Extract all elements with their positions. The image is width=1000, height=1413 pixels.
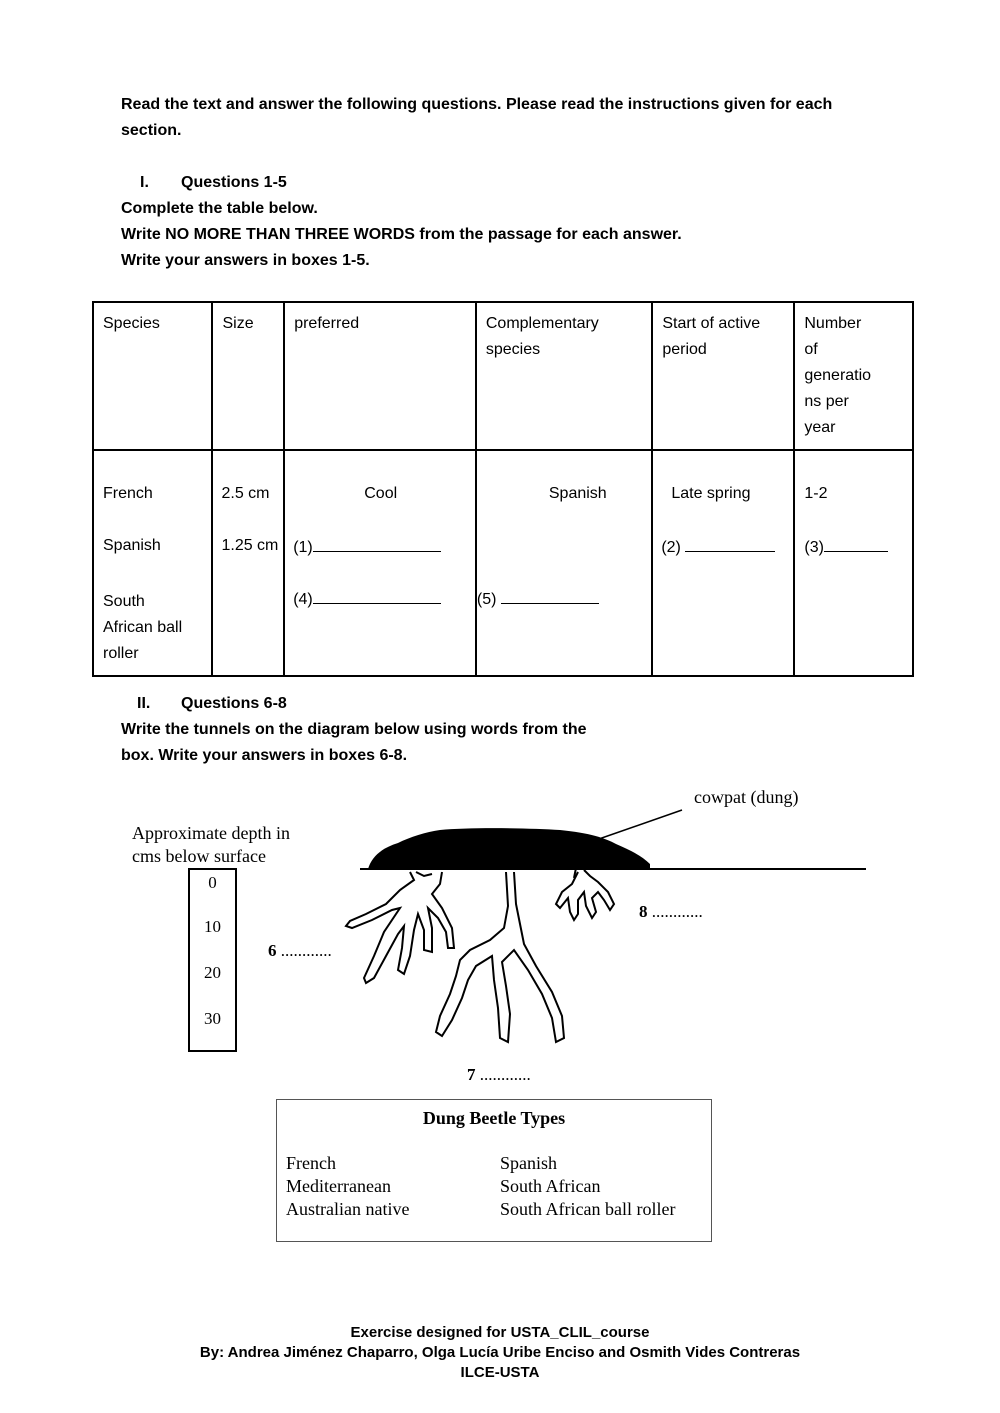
answer-7-label[interactable]: 7 ............ <box>467 1065 531 1084</box>
answer-4[interactable]: (4) <box>293 589 441 609</box>
section2-title: Questions 6-8 <box>181 695 287 712</box>
answer-6-label[interactable]: 6 ............ <box>268 941 332 960</box>
answer-3[interactable]: (3) <box>804 537 888 557</box>
beetle-box-title: Dung Beetle Types <box>422 1108 566 1128</box>
depth-tick-20: 20 <box>204 963 221 982</box>
cowpat-label: cowpat (dung) <box>694 787 799 807</box>
section1-title: Questions 1-5 <box>181 174 287 191</box>
cell-species-south-african: South African ball roller <box>103 593 183 662</box>
table-body-row <box>93 450 913 676</box>
cell-start-french: Late spring <box>671 485 751 502</box>
header-preferred: preferred <box>294 315 360 332</box>
dung-beetle-types-box <box>276 1099 712 1242</box>
section2-line-2: box. Write your answers in boxes 6-8. <box>121 747 408 764</box>
answer-1[interactable]: (1) <box>293 537 441 557</box>
cell-size-spanish: 1.25 cm <box>221 537 279 554</box>
depth-tick-10: 10 <box>204 917 221 936</box>
list-item: Australian native <box>286 1199 410 1219</box>
answer-8-label[interactable]: 8 ............ <box>639 902 703 921</box>
depth-tick-30: 30 <box>204 1009 221 1028</box>
list-item: South African ball roller <box>500 1199 676 1219</box>
cell-species-spanish: Spanish <box>103 537 161 554</box>
cowpat-pointer <box>596 810 682 840</box>
answer-5[interactable]: (5) <box>477 589 599 609</box>
cell-size-french: 2.5 cm <box>221 485 270 502</box>
list-item: Spanish <box>500 1153 558 1173</box>
cell-number-french: 1-2 <box>804 485 828 502</box>
list-item: Mediterranean <box>286 1176 391 1196</box>
tunnel-7 <box>436 872 564 1042</box>
header-start-active: Start of active period <box>662 315 761 358</box>
section1-line-3: Write your answers in boxes 1-5. <box>121 252 370 269</box>
list-item: French <box>286 1153 336 1173</box>
cowpat-shape <box>368 828 650 869</box>
cell-species-french: French <box>103 485 153 502</box>
section1-line-2: Write NO MORE THAN THREE WORDS from the passage for each answer. <box>121 226 682 243</box>
cell-preferred-french: Cool <box>364 485 398 502</box>
tunnel-6 <box>346 872 454 983</box>
section1-line-1: Complete the table below. <box>121 200 318 217</box>
list-item: South African <box>500 1176 601 1196</box>
section2-numeral: II. <box>137 695 151 712</box>
table-header-row <box>93 302 913 450</box>
header-species: Species <box>103 315 160 332</box>
header-number-generations: Number of generatio ns per year <box>804 315 872 436</box>
tunnel-diagram <box>0 780 1000 1090</box>
beetle-list-right <box>500 1152 675 1221</box>
beetle-list-left <box>286 1152 409 1221</box>
depth-tick-0: 0 <box>208 873 217 892</box>
answer-2[interactable]: (2) <box>661 537 775 557</box>
species-table <box>92 301 914 677</box>
depth-label: Approximate depth in cms below surface <box>132 823 290 866</box>
footer-line-2: By: Andrea Jiménez Chaparro, Olga Lucía Uribe Enciso and Osmith Vides Contreras <box>199 1344 801 1361</box>
instructions-intro: Read the text and answer the following questions. Please read the instructions given for each section. <box>121 96 833 139</box>
cell-complementary-french: Spanish <box>548 485 607 502</box>
section1-numeral: I. <box>140 174 149 191</box>
section2-line-1: Write the tunnels on the diagram below using words from the <box>121 721 587 738</box>
footer-line-1: Exercise designed for USTA_CLIL_course <box>350 1324 650 1341</box>
footer-line-3: ILCE-USTA <box>460 1364 540 1381</box>
header-complementary: Complementary species <box>485 315 599 358</box>
header-size: Size <box>222 315 254 332</box>
tunnel-8 <box>556 866 614 920</box>
